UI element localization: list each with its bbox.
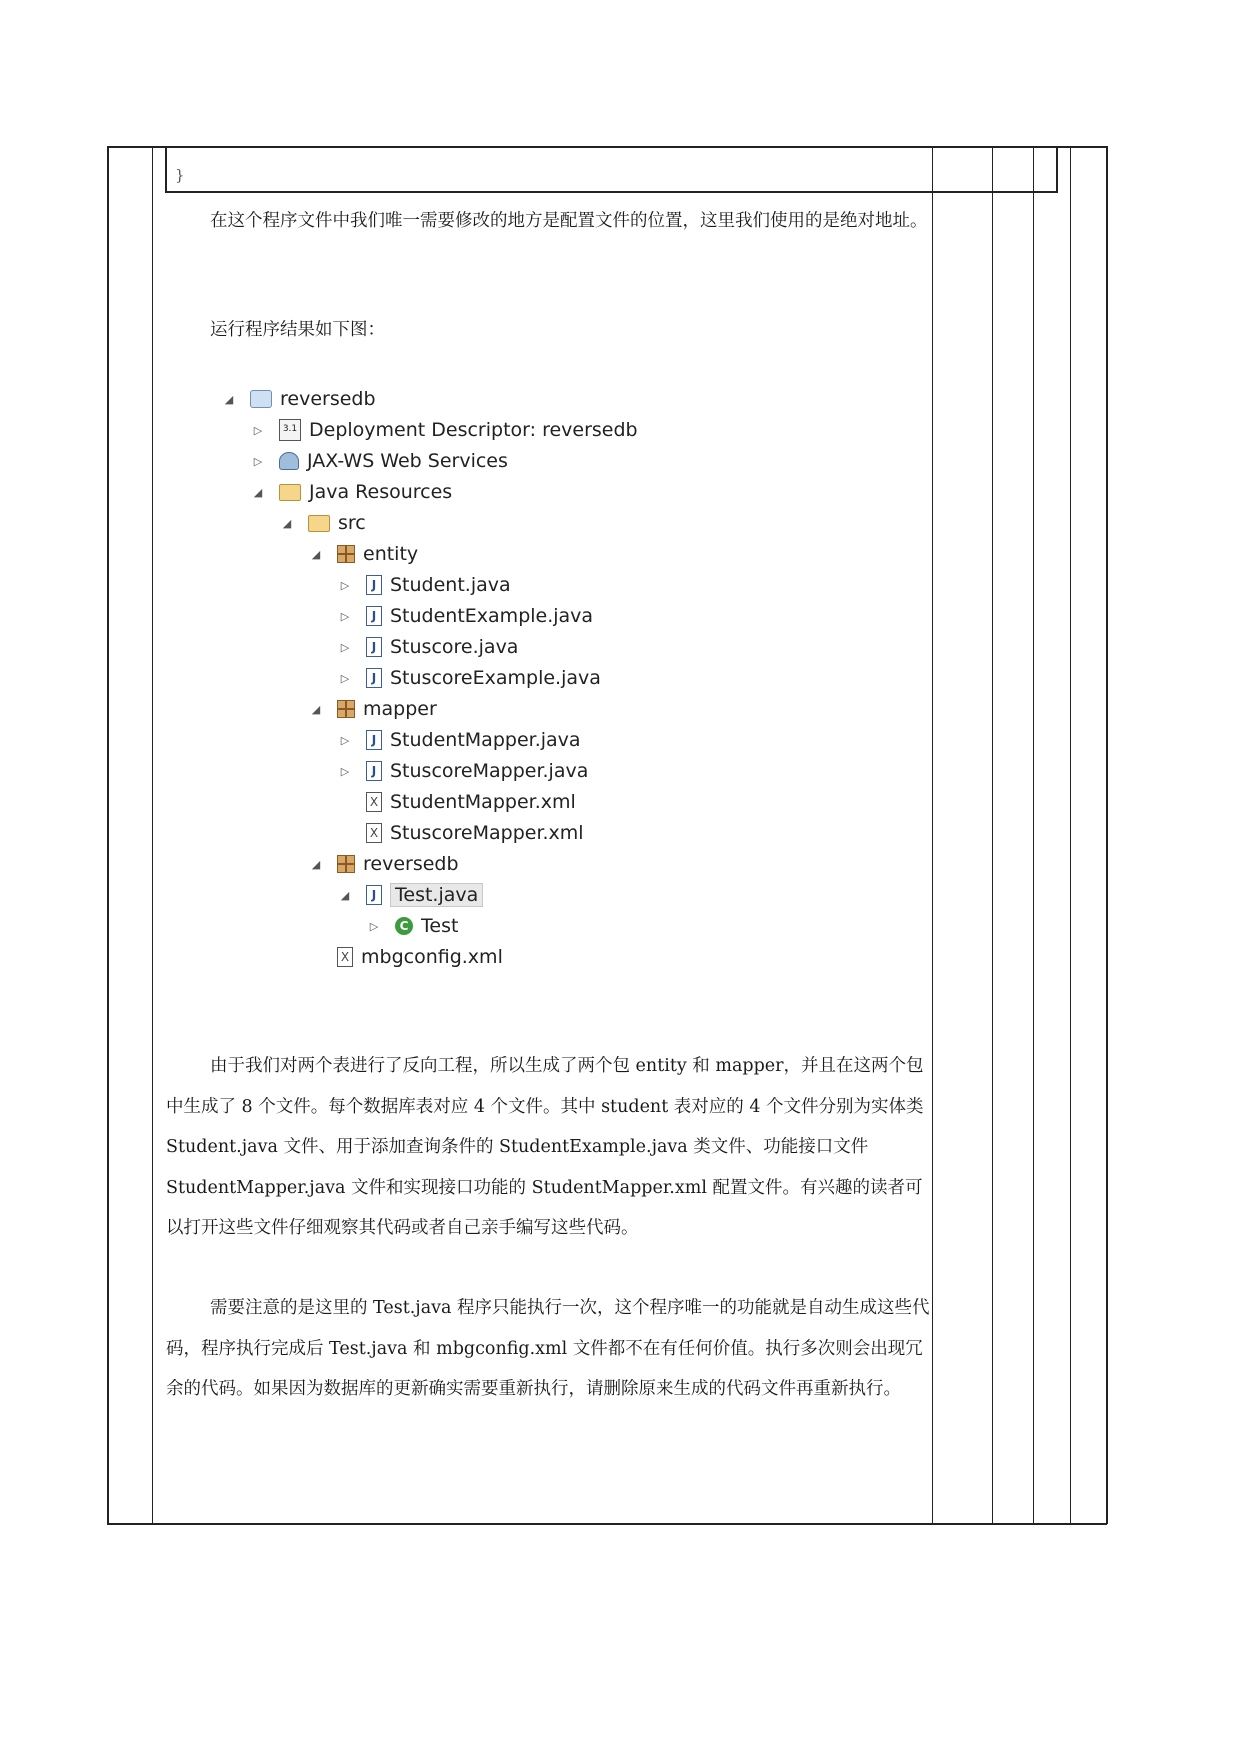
tree-item-label: Test (421, 915, 459, 937)
deployment-descriptor-icon: 3.1 (279, 419, 301, 441)
code-box-closing-brace: } (175, 166, 185, 184)
tree-item-label: StuscoreMapper.xml (390, 822, 584, 844)
table-border-bottom (107, 1523, 1107, 1525)
xml-file-icon: X (366, 823, 382, 843)
tree-item (338, 726, 581, 754)
tree-item (222, 385, 376, 413)
java-interface-icon: J (366, 730, 382, 750)
tree-item (309, 695, 437, 723)
java-file-icon: J (366, 575, 382, 595)
tree-item-label: entity (363, 543, 419, 565)
paragraph-config-location: 在这个程序文件中我们唯一需要修改的地方是配置文件的位置，这里我们使用的是绝对地址。 (210, 211, 928, 231)
tree-item-label: Student.java (390, 574, 511, 596)
tree-item-label: Java Resources (309, 481, 453, 503)
project-explorer-tree (222, 385, 642, 995)
tree-item-label: StudentMapper.xml (390, 791, 576, 813)
tree-item-label: reversedb (280, 388, 376, 410)
tree-item (338, 757, 588, 785)
tree-item (280, 509, 366, 537)
java-file-icon: J (366, 637, 382, 657)
tree-item (338, 633, 518, 661)
collapse-arrow-icon: ▷ (340, 671, 350, 685)
code-box (165, 148, 1058, 193)
collapse-arrow-icon: ▷ (340, 764, 350, 778)
tree-item (338, 819, 584, 847)
project-icon (250, 390, 272, 408)
package-icon (337, 545, 355, 563)
xml-file-icon: X (366, 792, 382, 812)
package-icon (337, 700, 355, 718)
java-file-icon: J (366, 668, 382, 688)
tree-item-label: src (338, 512, 366, 534)
column-divider (1033, 146, 1034, 1524)
tree-item (251, 478, 452, 506)
column-divider (992, 146, 993, 1524)
tree-item-label: StuscoreMapper.java (390, 760, 589, 782)
source-folder-icon (308, 515, 330, 532)
tree-item (367, 912, 458, 940)
expand-arrow-icon: ◢ (311, 547, 321, 561)
tree-item-label: mapper (363, 698, 437, 720)
tree-item (309, 943, 503, 971)
expand-arrow-icon: ◢ (311, 702, 321, 716)
paragraph-run-result: 运行程序结果如下图： (210, 320, 385, 340)
xml-file-icon: X (337, 947, 353, 967)
java-file-icon: J (366, 885, 382, 905)
table-border-right (1106, 146, 1108, 1524)
tree-item (338, 571, 511, 599)
tree-item-label: Test.java (390, 883, 483, 907)
tree-item-label: StudentExample.java (390, 605, 594, 627)
java-file-icon: J (366, 606, 382, 626)
expand-arrow-icon: ◢ (253, 485, 263, 499)
expand-arrow-icon: ◢ (340, 888, 350, 902)
tree-item-label: JAX-WS Web Services (307, 450, 508, 472)
collapse-arrow-icon: ▷ (340, 578, 350, 592)
java-resources-icon (279, 484, 301, 501)
tree-item-label: Deployment Descriptor: reversedb (309, 419, 638, 441)
class-icon: C (395, 917, 413, 935)
paragraph-test-note: 需要注意的是这里的 Test.java 程序只能执行一次，这个程序唯一的功能就是自动生成这些代码，程序执行完成后 Test.java 和 mbgconfig.xml 文件都不在有任何价值。执行多次则会出现冗余的代码。如果因为数据库的更新确实需要重新执行，请删除原来生成的代码文件再重新执行。 (166, 1298, 930, 1399)
tree-item (309, 540, 418, 568)
expand-arrow-icon: ◢ (311, 857, 321, 871)
column-divider (152, 146, 153, 1524)
collapse-arrow-icon: ▷ (369, 919, 379, 933)
tree-item-label: StuscoreExample.java (390, 667, 601, 689)
package-icon (337, 855, 355, 873)
table-border-left (107, 146, 109, 1524)
collapse-arrow-icon: ▷ (253, 423, 263, 437)
tree-item (309, 850, 459, 878)
tree-item (251, 447, 508, 475)
collapse-arrow-icon: ▷ (253, 454, 263, 468)
tree-item (338, 788, 576, 816)
collapse-arrow-icon: ▷ (340, 640, 350, 654)
tree-item (338, 664, 601, 692)
tree-item-label: Stuscore.java (390, 636, 519, 658)
collapse-arrow-icon: ▷ (340, 609, 350, 623)
tree-item (338, 602, 593, 630)
column-divider (1070, 146, 1071, 1524)
expand-arrow-icon: ◢ (224, 392, 234, 406)
tree-item-label: mbgconfig.xml (361, 946, 503, 968)
java-interface-icon: J (366, 761, 382, 781)
tree-item (338, 881, 483, 909)
expand-arrow-icon: ◢ (282, 516, 292, 530)
paragraph-generated-files: 由于我们对两个表进行了反向工程，所以生成了两个包 entity 和 mapper，并且在这两个包中生成了 8 个文件。每个数据库表对应 4 个文件。其中 student 表对应的 4 个文件分别为实体类 Student.java 文件、用于添加查询条件的 StudentExample.java 类文件、功能接口文件 StudentMapper.java 文件和实现接口功能的 StudentMapper.xml 配置文件。有兴趣的读者可以打开这些文件仔细观察其代码或者自己亲手编写这些代码。 (166, 1056, 924, 1238)
collapse-arrow-icon: ▷ (340, 733, 350, 747)
column-divider (932, 146, 933, 1524)
tree-item (251, 416, 638, 444)
web-services-icon (279, 452, 299, 470)
tree-item-label: StudentMapper.java (390, 729, 581, 751)
tree-item-label: reversedb (363, 853, 459, 875)
